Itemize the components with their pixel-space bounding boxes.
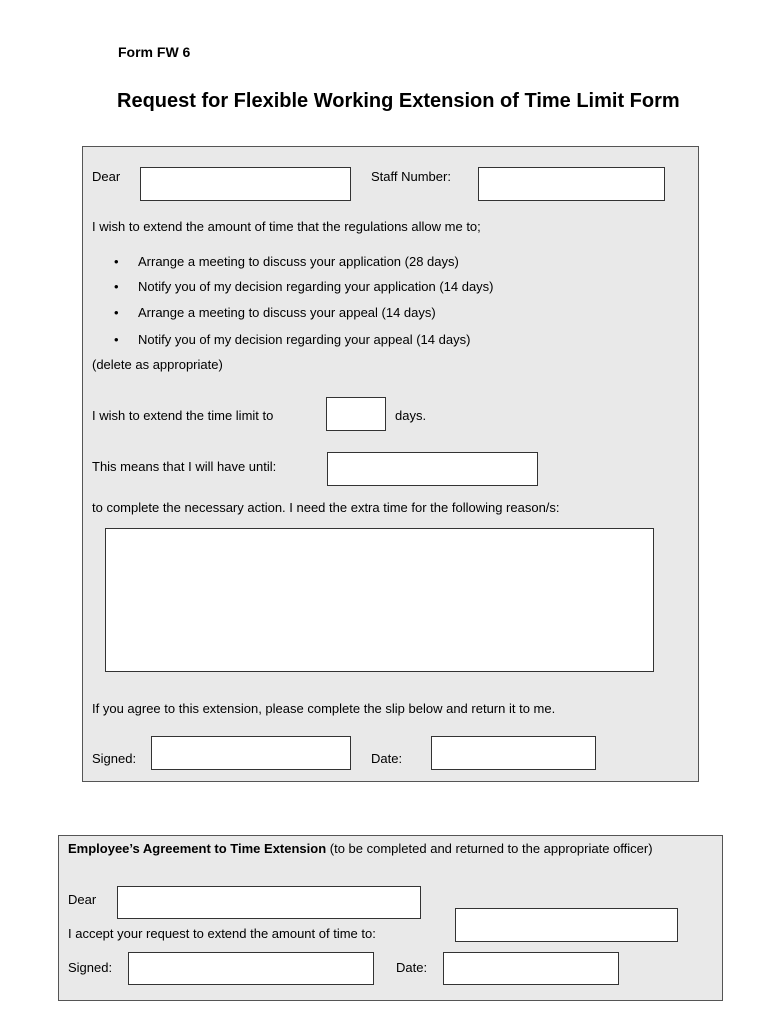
signed-label: Signed:	[92, 751, 137, 766]
until-date-input[interactable]	[327, 452, 538, 486]
staff-number-input[interactable]	[478, 167, 665, 201]
staff-number-label: Staff Number:	[371, 169, 451, 184]
agreement-heading	[68, 841, 668, 857]
option-item: • Arrange a meeting to discuss your application (28 days)	[114, 254, 459, 269]
reason-textarea[interactable]	[105, 528, 654, 672]
option-item: • Notify you of my decision regarding your application (14 days)	[114, 279, 494, 294]
form-code: Form FW 6	[118, 44, 191, 60]
date-label: Date:	[371, 751, 403, 766]
extend-label: I wish to extend the time limit to	[92, 408, 274, 423]
agreement-dear-label: Dear	[68, 892, 97, 907]
agreement-panel	[58, 835, 723, 1001]
days-label: days.	[395, 408, 427, 423]
agree-text: If you agree to this extension, please complete the slip below and return it to me.	[92, 701, 556, 716]
dear-input[interactable]	[140, 167, 351, 201]
days-input[interactable]	[326, 397, 386, 431]
option-item: • Arrange a meeting to discuss your appeal (14 days)	[114, 305, 436, 320]
page-title: Request for Flexible Working Extension of Time Limit Form	[117, 90, 680, 112]
agreement-date-label: Date:	[396, 960, 428, 975]
agreement-heading-bold: Employee’s Agreement to Time Extension	[68, 841, 327, 856]
agreement-signed-input[interactable]	[128, 952, 374, 985]
option-item: • Notify you of my decision regarding your appeal (14 days)	[114, 332, 471, 347]
agreement-signed-label: Signed:	[68, 960, 113, 975]
date-input[interactable]	[431, 736, 596, 770]
agreement-dear-input[interactable]	[117, 886, 421, 919]
request-panel	[82, 146, 699, 782]
dear-label: Dear	[92, 169, 121, 184]
signed-input[interactable]	[151, 736, 351, 770]
agreement-date-input[interactable]	[443, 952, 619, 985]
reason-label: to complete the necessary action. I need the extra time for the following reason/s:	[92, 500, 560, 515]
delete-note: (delete as appropriate)	[92, 357, 223, 372]
accept-time-input[interactable]	[455, 908, 678, 942]
agreement-heading-rest: (to be completed and returned to the appropriate officer)	[326, 841, 653, 856]
until-label: This means that I will have until:	[92, 459, 277, 474]
intro-text: I wish to extend the amount of time that the regulations allow me to;	[92, 219, 481, 234]
accept-label: I accept your request to extend the amount of time to:	[68, 926, 376, 941]
